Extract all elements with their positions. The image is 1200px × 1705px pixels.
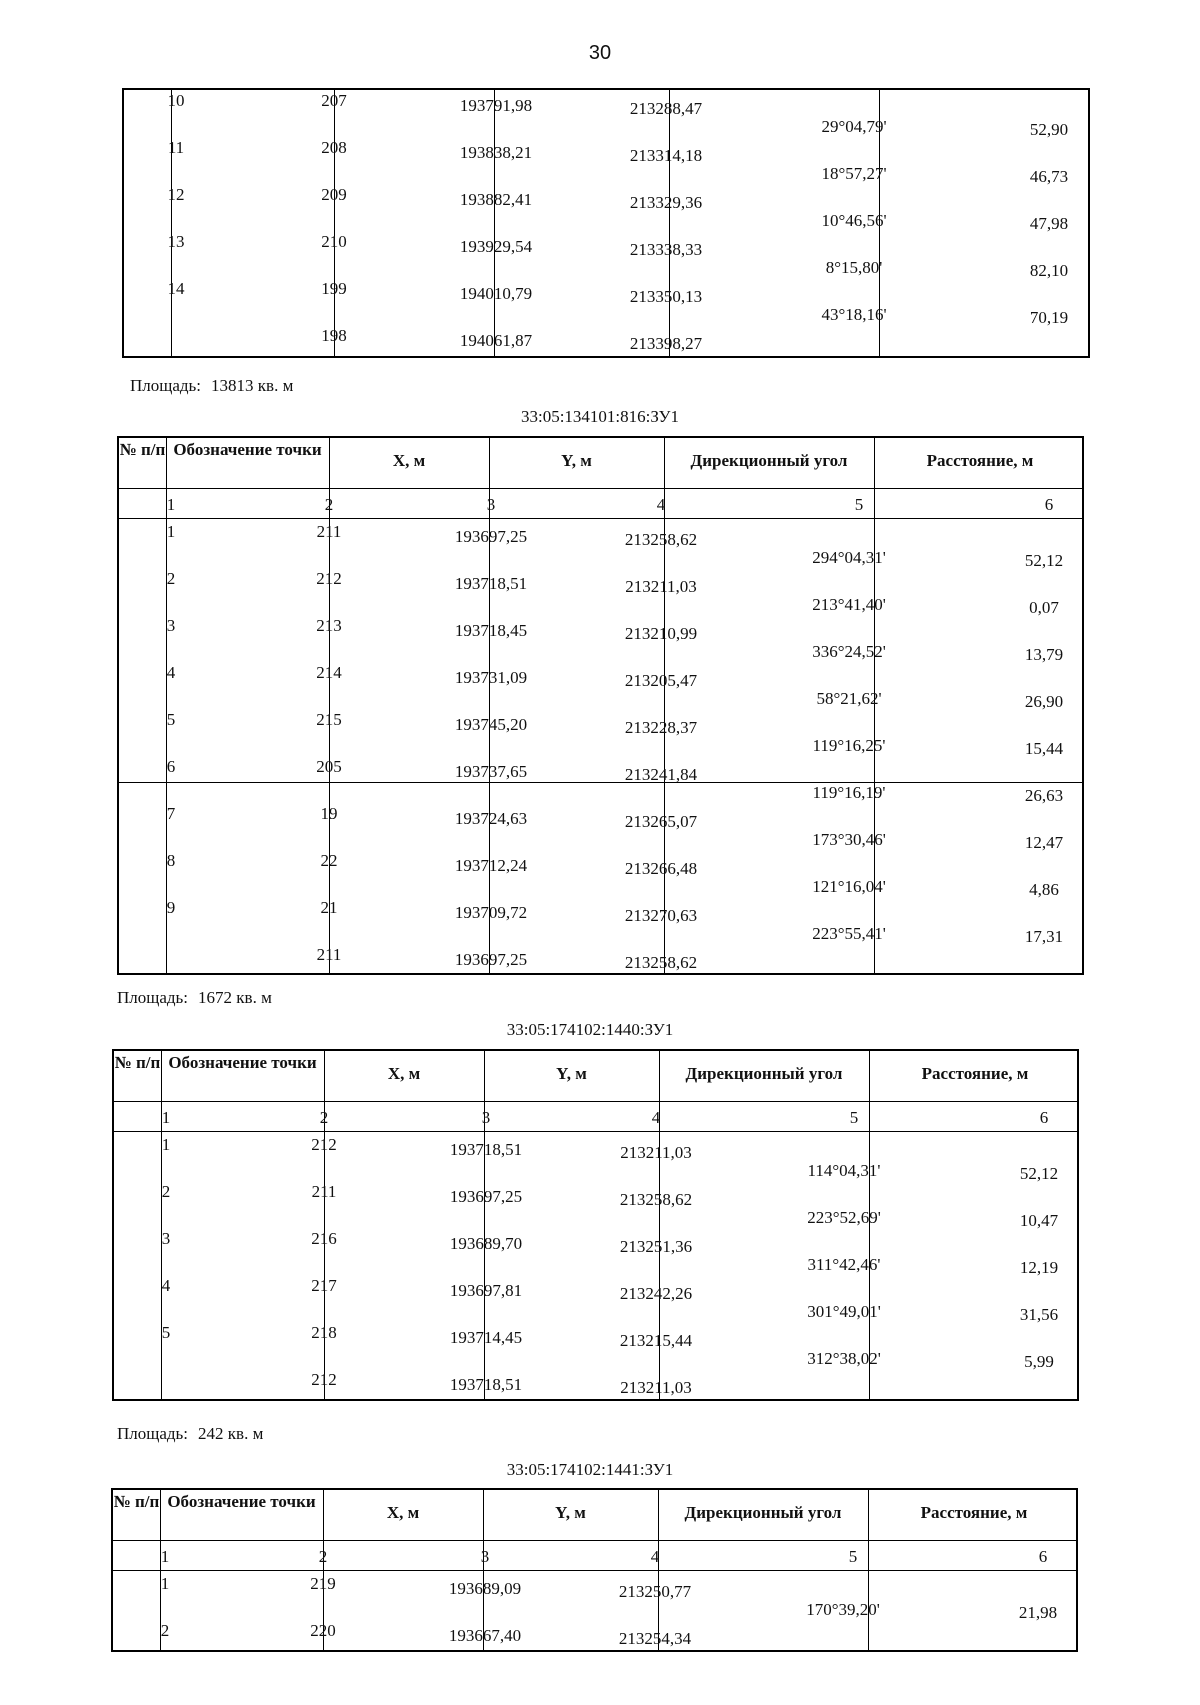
bearing-angle: 18°57,27' — [821, 164, 887, 183]
y-coordinate: 213258,62 — [619, 1190, 693, 1209]
area-label: Площадь: — [130, 376, 202, 395]
point-designation: 207 — [321, 91, 347, 110]
x-coordinate: 193718,51 — [454, 574, 528, 593]
point-number: 3 — [161, 1229, 171, 1248]
header-distance: Расстояние, м — [921, 1064, 1029, 1083]
point-designation: 212 — [311, 1370, 337, 1389]
segment-distance: 26,63 — [1024, 786, 1064, 805]
contour-separator — [119, 782, 1082, 783]
column-divider — [334, 90, 335, 356]
x-coordinate: 194010,79 — [459, 284, 533, 303]
x-coordinate: 193697,25 — [449, 1187, 523, 1206]
segment-distance: 52,90 — [1029, 120, 1069, 139]
bearing-angle: 223°52,69' — [807, 1208, 881, 1227]
x-coordinate: 193714,45 — [449, 1328, 523, 1347]
point-number: 8 — [166, 851, 176, 870]
x-coordinate: 193697,25 — [454, 950, 528, 969]
column-number: 6 — [1039, 1108, 1049, 1127]
y-coordinate: 213288,47 — [629, 99, 703, 118]
x-coordinate: 193838,21 — [459, 143, 533, 162]
coordinates-table-continued — [122, 88, 1090, 358]
point-number: 9 — [166, 898, 176, 917]
header-num: № п/п — [119, 440, 166, 459]
header-x: X, м — [386, 1503, 420, 1522]
x-coordinate: 193882,41 — [459, 190, 533, 209]
page-number: 30 — [588, 42, 612, 64]
point-designation: 210 — [321, 232, 347, 251]
bearing-angle: 58°21,62' — [816, 689, 882, 708]
x-coordinate: 193745,20 — [454, 715, 528, 734]
column-number: 1 — [161, 1108, 171, 1127]
bearing-angle: 336°24,52' — [812, 642, 886, 661]
header-designation: Обозначение точки — [168, 1053, 317, 1072]
x-coordinate: 193689,70 — [449, 1234, 523, 1253]
point-designation: 22 — [320, 851, 338, 870]
segment-distance: 47,98 — [1029, 214, 1069, 233]
segment-distance: 17,31 — [1024, 927, 1064, 946]
column-number: 3 — [481, 1108, 491, 1127]
bearing-angle: 43°18,16' — [821, 305, 887, 324]
x-coordinate: 193731,09 — [454, 668, 528, 687]
header-num: № п/п — [113, 1492, 160, 1511]
column-divider — [494, 90, 495, 356]
x-coordinate: 193709,72 — [454, 903, 528, 922]
point-number: 10 — [167, 91, 185, 110]
point-designation: 213 — [316, 616, 342, 635]
column-number: 5 — [849, 1108, 859, 1127]
header-angle: Дирекционный угол — [690, 451, 848, 470]
bearing-angle: 170°39,20' — [806, 1600, 880, 1619]
column-divider — [669, 90, 670, 356]
header-y: Y, м — [556, 1064, 587, 1083]
point-designation: 21 — [320, 898, 338, 917]
column-number: 4 — [651, 1108, 661, 1127]
segment-distance: 5,99 — [1024, 1352, 1054, 1371]
point-number: 2 — [166, 569, 176, 588]
area-label: Площадь: — [117, 988, 189, 1007]
column-number-rule — [114, 1131, 1077, 1132]
bearing-angle: 114°04,31' — [807, 1161, 881, 1180]
segment-distance: 52,12 — [1024, 551, 1064, 570]
header-rule — [113, 1540, 1076, 1541]
area-row-1 — [130, 376, 293, 396]
x-coordinate: 194061,87 — [459, 331, 533, 350]
point-number: 13 — [167, 232, 185, 251]
column-divider — [161, 1051, 162, 1399]
x-coordinate: 193791,98 — [459, 96, 533, 115]
column-number: 3 — [480, 1547, 490, 1566]
y-coordinate: 213205,47 — [624, 671, 698, 690]
point-designation: 217 — [311, 1276, 337, 1295]
point-number: 5 — [161, 1323, 171, 1342]
column-divider — [171, 90, 172, 356]
y-coordinate: 213241,84 — [624, 765, 698, 784]
column-number: 4 — [650, 1547, 660, 1566]
y-coordinate: 213266,48 — [624, 859, 698, 878]
header-x: X, м — [387, 1064, 421, 1083]
header-y: Y, м — [561, 451, 592, 470]
y-coordinate: 213270,63 — [624, 906, 698, 925]
point-designation: 205 — [316, 757, 342, 776]
bearing-angle: 301°49,01' — [807, 1302, 881, 1321]
point-designation: 211 — [316, 945, 342, 964]
header-distance: Расстояние, м — [920, 1503, 1028, 1522]
header-y: Y, м — [555, 1503, 586, 1522]
point-number: 5 — [166, 710, 176, 729]
column-number: 5 — [854, 495, 864, 514]
segment-distance: 82,10 — [1029, 261, 1069, 280]
segment-distance: 0,07 — [1029, 598, 1059, 617]
header-rule — [119, 488, 1082, 489]
segment-distance: 31,56 — [1019, 1305, 1059, 1324]
bearing-angle: 119°16,25' — [812, 736, 886, 755]
header-x: X, м — [392, 451, 426, 470]
bearing-angle: 10°46,56' — [821, 211, 887, 230]
point-number: 3 — [166, 616, 176, 635]
area-row-2 — [117, 988, 272, 1008]
x-coordinate: 193929,54 — [459, 237, 533, 256]
point-designation: 199 — [321, 279, 347, 298]
segment-distance: 52,12 — [1019, 1164, 1059, 1183]
point-number: 1 — [160, 1574, 170, 1593]
point-designation: 219 — [310, 1574, 336, 1593]
bearing-angle: 8°15,80' — [825, 258, 883, 277]
y-coordinate: 213350,13 — [629, 287, 703, 306]
column-number-rule — [119, 518, 1082, 519]
point-designation: 214 — [316, 663, 342, 682]
y-coordinate: 213211,03 — [620, 1143, 692, 1162]
x-coordinate: 193712,24 — [454, 856, 528, 875]
header-angle: Дирекционный угол — [685, 1064, 843, 1083]
point-number: 4 — [166, 663, 176, 682]
point-number: 6 — [166, 757, 176, 776]
coordinates-table-2 — [112, 1049, 1079, 1401]
bearing-angle: 119°16,19' — [812, 783, 886, 802]
y-coordinate: 213228,37 — [624, 718, 698, 737]
point-number: 2 — [160, 1621, 170, 1640]
point-number: 14 — [167, 279, 185, 298]
area-row-3 — [117, 1424, 263, 1444]
x-coordinate: 193718,45 — [454, 621, 528, 640]
y-coordinate: 213210,99 — [624, 624, 698, 643]
coordinates-table-1 — [117, 436, 1084, 975]
column-number-rule — [113, 1570, 1076, 1571]
column-number: 6 — [1044, 495, 1054, 514]
bearing-angle: 121°16,04' — [812, 877, 886, 896]
point-designation: 209 — [321, 185, 347, 204]
segment-distance: 21,98 — [1018, 1603, 1058, 1622]
y-coordinate: 213215,44 — [619, 1331, 693, 1350]
point-designation: 218 — [311, 1323, 337, 1342]
coordinates-table-3 — [111, 1488, 1078, 1652]
cadastral-number: 33:05:174102:1440:ЗУ1 — [506, 1020, 674, 1039]
point-designation: 211 — [316, 522, 342, 541]
header-distance: Расстояние, м — [926, 451, 1034, 470]
cadastral-number: 33:05:134101:816:ЗУ1 — [520, 407, 680, 426]
y-coordinate: 213211,03 — [620, 1378, 692, 1397]
point-designation: 215 — [316, 710, 342, 729]
x-coordinate: 193718,51 — [449, 1375, 523, 1394]
x-coordinate: 193718,51 — [449, 1140, 523, 1159]
column-number: 2 — [319, 1108, 329, 1127]
bearing-angle: 312°38,02' — [807, 1349, 881, 1368]
y-coordinate: 213329,36 — [629, 193, 703, 212]
segment-distance: 10,47 — [1019, 1211, 1059, 1230]
column-number: 5 — [848, 1547, 858, 1566]
point-designation: 212 — [311, 1135, 337, 1154]
y-coordinate: 213211,03 — [625, 577, 697, 596]
x-coordinate: 193724,63 — [454, 809, 528, 828]
y-coordinate: 213338,33 — [629, 240, 703, 259]
bearing-angle: 173°30,46' — [812, 830, 886, 849]
y-coordinate: 213258,62 — [624, 953, 698, 972]
area-value: 242 кв. м — [198, 1424, 264, 1443]
point-number: 12 — [167, 185, 185, 204]
point-number: 1 — [166, 522, 176, 541]
y-coordinate: 213258,62 — [624, 530, 698, 549]
point-designation: 212 — [316, 569, 342, 588]
segment-distance: 12,47 — [1024, 833, 1064, 852]
x-coordinate: 193697,81 — [449, 1281, 523, 1300]
x-coordinate: 193737,65 — [454, 762, 528, 781]
bearing-angle: 29°04,79' — [821, 117, 887, 136]
column-number: 3 — [486, 495, 496, 514]
header-designation: Обозначение точки — [173, 440, 322, 459]
area-value: 1672 кв. м — [198, 988, 272, 1007]
y-coordinate: 213314,18 — [629, 146, 703, 165]
x-coordinate: 193697,25 — [454, 527, 528, 546]
cadastral-number: 33:05:174102:1441:ЗУ1 — [506, 1460, 674, 1479]
point-number: 11 — [167, 138, 185, 157]
column-number: 2 — [324, 495, 334, 514]
segment-distance: 4,86 — [1029, 880, 1059, 899]
point-designation: 19 — [320, 804, 338, 823]
y-coordinate: 213250,77 — [618, 1582, 692, 1601]
segment-distance: 15,44 — [1024, 739, 1064, 758]
bearing-angle: 213°41,40' — [812, 595, 886, 614]
header-num: № п/п — [114, 1053, 161, 1072]
column-number: 4 — [656, 495, 666, 514]
segment-distance: 70,19 — [1029, 308, 1069, 327]
segment-distance: 13,79 — [1024, 645, 1064, 664]
column-divider — [324, 1051, 325, 1399]
column-number: 1 — [160, 1547, 170, 1566]
y-coordinate: 213398,27 — [629, 334, 703, 353]
point-number: 1 — [161, 1135, 171, 1154]
header-designation: Обозначение точки — [167, 1492, 316, 1511]
point-designation: 198 — [321, 326, 347, 345]
point-number: 4 — [161, 1276, 171, 1295]
header-rule — [114, 1101, 1077, 1102]
bearing-angle: 223°55,41' — [812, 924, 886, 943]
area-value: 13813 кв. м — [211, 376, 294, 395]
y-coordinate: 213251,36 — [619, 1237, 693, 1256]
y-coordinate: 213254,34 — [618, 1629, 692, 1648]
x-coordinate: 193667,40 — [448, 1626, 522, 1645]
point-designation: 208 — [321, 138, 347, 157]
point-number: 2 — [161, 1182, 171, 1201]
column-number: 1 — [166, 495, 176, 514]
y-coordinate: 213265,07 — [624, 812, 698, 831]
point-designation: 211 — [311, 1182, 337, 1201]
bearing-angle: 294°04,31' — [812, 548, 886, 567]
x-coordinate: 193689,09 — [448, 1579, 522, 1598]
segment-distance: 26,90 — [1024, 692, 1064, 711]
y-coordinate: 213242,26 — [619, 1284, 693, 1303]
point-designation: 220 — [310, 1621, 336, 1640]
segment-distance: 46,73 — [1029, 167, 1069, 186]
column-number: 2 — [318, 1547, 328, 1566]
bearing-angle: 311°42,46' — [807, 1255, 881, 1274]
point-number: 7 — [166, 804, 176, 823]
segment-distance: 12,19 — [1019, 1258, 1059, 1277]
header-angle: Дирекционный угол — [684, 1503, 842, 1522]
point-designation: 216 — [311, 1229, 337, 1248]
area-label: Площадь: — [117, 1424, 189, 1443]
column-number: 6 — [1038, 1547, 1048, 1566]
